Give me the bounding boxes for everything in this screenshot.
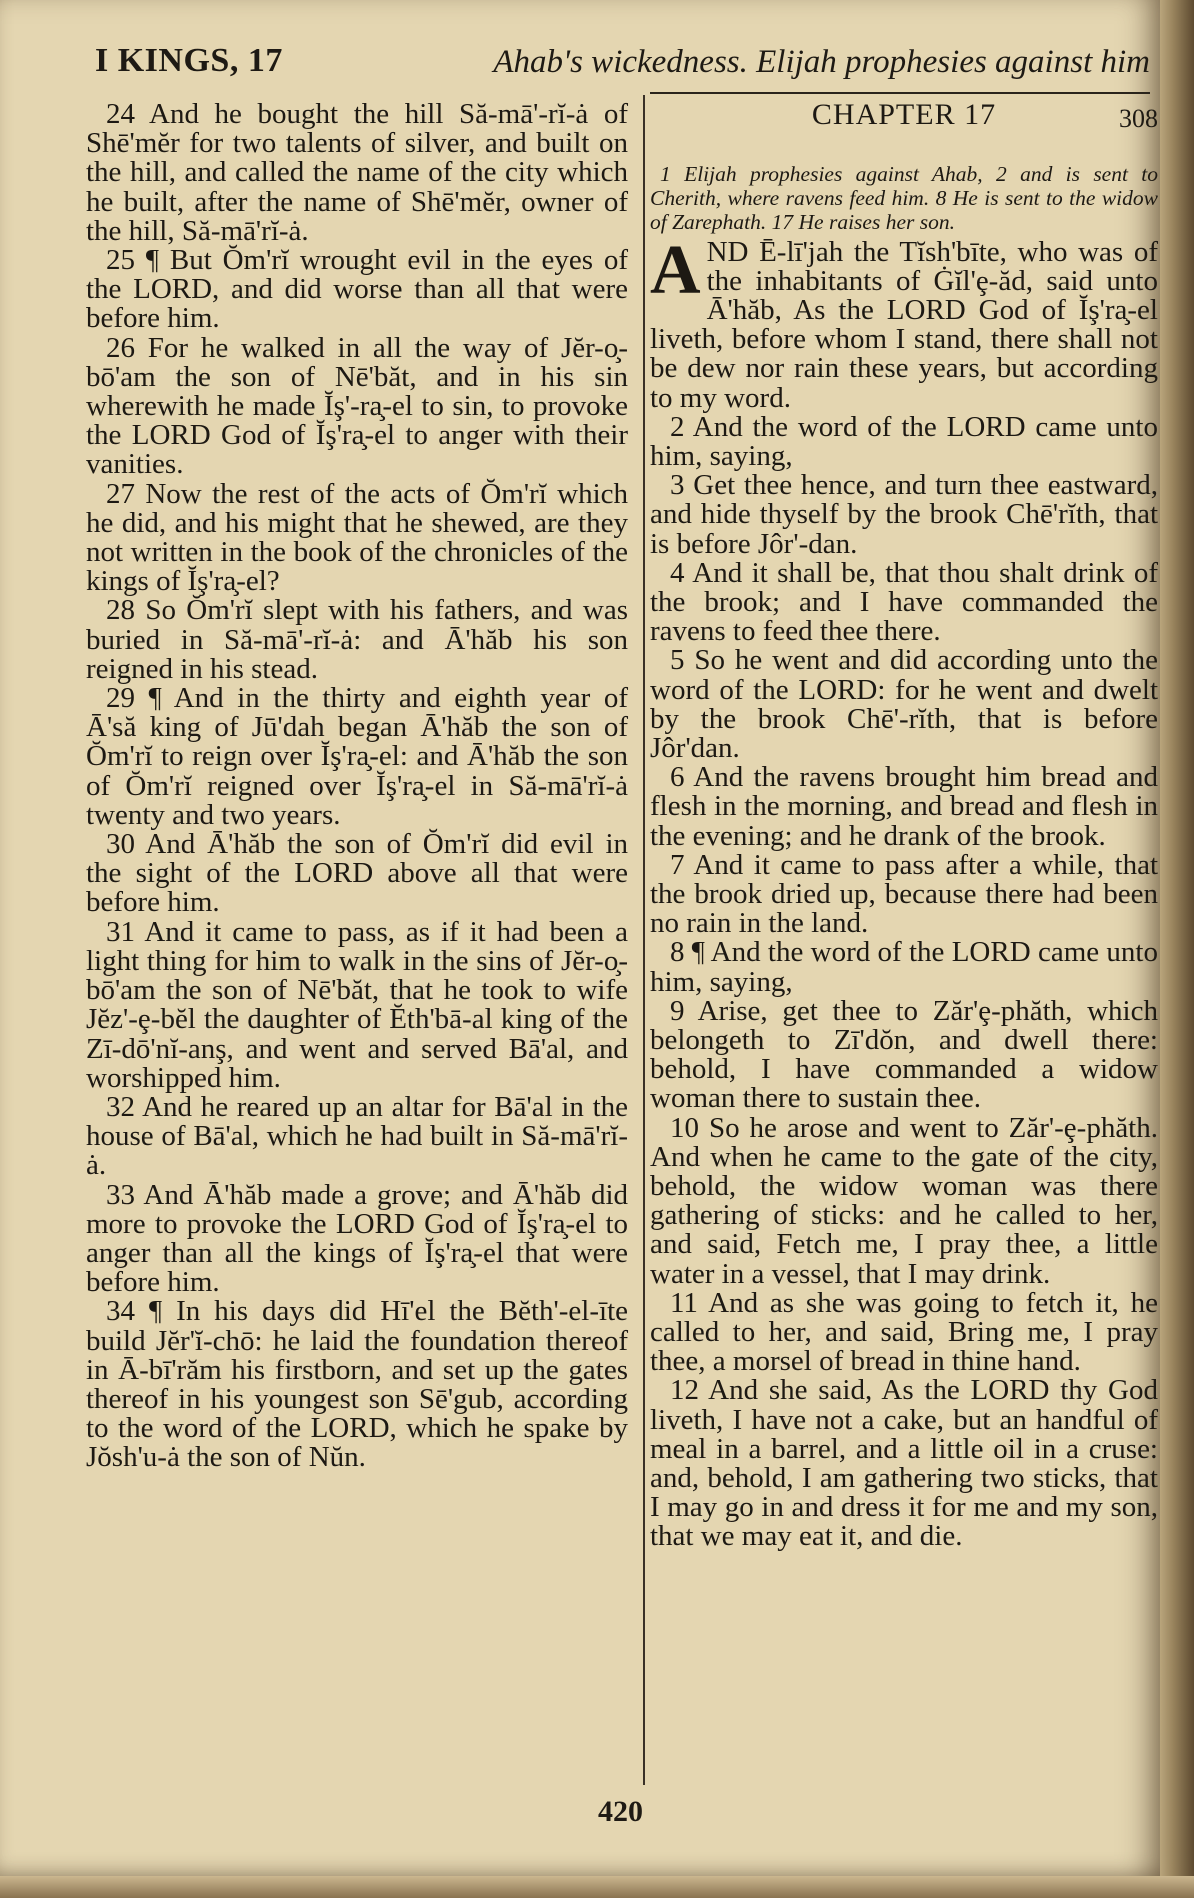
page-edge — [1160, 0, 1194, 1898]
running-title: Ahab's wickedness. Elijah prophesies against him — [493, 44, 1150, 80]
verse: 5 So he went and did according unto the word of the LORD: for he went and dwelt by the brook Chē'-rĭth, that is before Jôr'dan. — [650, 644, 1158, 764]
verse: 7 And it came to pass after a while, that the brook dried up, because there had been no rain in the land. — [650, 848, 1158, 940]
book-chapter-heading: I KINGS, 17 — [95, 42, 283, 79]
verse: 27 Now the rest of the acts of Ŏm'rĭ which he did, and his might that he shewed, are they not written in the book of the chronicles of the kings of Ĭş'ra̧-el? — [86, 477, 628, 598]
verse: 25 ¶ But Ŏm'rĭ wrought evil in the eyes of the LORD, and did worse than all that were before him. — [86, 244, 628, 335]
page-number: 420 — [598, 1795, 643, 1828]
running-head — [95, 42, 1150, 92]
verse: 8 ¶ And the word of the LORD came unto him, saying, — [650, 936, 1158, 998]
chapter-rule — [650, 92, 1150, 94]
right-column — [650, 100, 1158, 1552]
left-column — [86, 100, 628, 1473]
first-verse — [650, 231, 1158, 414]
verse: 30 And Ā'hăb the son of Ŏm'rĭ did evil in the sight of the LORD above all that were before him. — [86, 828, 628, 919]
verse: 12 And she said, As the LORD thy God liveth, I have not a cake, but an handful of meal in a barrel, and a little oil in a cruse: and, behold, I am gathering two sticks, that I may go in and dress it for me and my son, that we may eat it, and die. — [650, 1374, 1158, 1553]
verse: 6 And the ravens brought him bread and flesh in the morning, and bread and flesh in the evening; and he drank of the brook. — [650, 761, 1158, 852]
verse: 26 For he walked in all the way of Jĕr-o̧-bō'am the son of Nē'băt, and in his sin wherewith he made Ĭş'-ra̧-el to sin, to provoke the LORD God of Ĭş'ra̧-el to anger with their vanities. — [86, 331, 628, 481]
verse: 4 And it shall be, that thou shalt drink of the brook; and I have commanded the ravens to feed thee there. — [650, 556, 1158, 648]
verse: 2 And the word of the LORD came unto him, saying, — [650, 410, 1158, 472]
verse: 33 And Ā'hăb made a grove; and Ā'hăb did more to provoke the LORD God of Ĭş'ra̧-el to anger than all the kings of Ĭş'ra̧-el that were before him. — [86, 1178, 628, 1299]
chapter-heading: CHAPTER 17 — [811, 98, 997, 131]
verse: 31 And it came to pass, as if it had been a light thing for him to walk in the sins of Jĕr-o̧-bō'am the son of Nē'băt, that he took to wife Jĕz'-ȩ-bĕl the daughter of Ĕth'bā-al king of the Zī-dō'nĭ-anş, and went and served Bā'al, and worshipped him. — [86, 915, 628, 1094]
column-divider — [643, 95, 645, 1785]
verse: 10 So he arose and went to Zăr'-ȩ-phăth. And when he came to the gate of the city, behold, the widow woman was there gathering of sticks: and he called to her, and said, Fetch me, I pray thee, a little water in a vessel, that I may drink. — [650, 1111, 1158, 1290]
first-verse-text: ND Ē-lī'jah the Tĭsh'bīte, who was of the inhabitants of Ġĭl'ȩ-ăd, said unto Ā'hăb, As the LORD God of Ĭş'ra̧-el liveth, before whom I stand, there shall not be dew nor rain these years, but according to my word. — [650, 235, 1158, 414]
verse: 34 ¶ In his days did Hī'el the Bĕth'-el-īte build Jĕr'ĭ-chō: he laid the foundation thereof in Ā-bī'răm his firstborn, and set up the gates thereof in his youngest son Sē'gub, according to the word of the LORD, which he spake by Jŏsh'u-ȧ the son of Nŭn. — [86, 1295, 628, 1474]
verse: 28 So Ŏm'rĭ slept with his fathers, and was buried in Să-mā'-rĭ-ȧ: and Ā'hăb his son reigned in his stead. — [86, 594, 628, 685]
verse: 32 And he reared up an altar for Bā'al in the house of Bā'al, which he had built in Să-mā'rĭ-ȧ. — [86, 1090, 628, 1182]
verse: 9 Arise, get thee to Zăr'ȩ-phăth, which belongeth to Zī'dŏn, and dwell there: behold, I have commanded a widow woman there to sustain thee. — [650, 994, 1158, 1115]
verse: 24 And he bought the hill Să-mā'-rĭ-ȧ of Shē'mĕr for two talents of silver, and built on the hill, and called the name of the city which he built, after the name of Shē'mĕr, owner of the hill, Să-mā'rĭ-ȧ. — [86, 98, 628, 247]
bottom-page-edge — [0, 1876, 1194, 1898]
drop-cap: A — [650, 231, 701, 309]
chapter-title — [650, 100, 1158, 140]
chapter-summary: 1 Elijah prophesies against Ahab, 2 and is sent to Cherith, where ravens feed him. 8 He is sent to the widow of Zarephath. 17 He raises her son. — [650, 161, 1158, 234]
verse: 3 Get thee hence, and turn thee eastward, and hide thyself by the brook Chē'rĭth, that is before Jôr'-dan. — [650, 469, 1158, 560]
chapter-page-marker: 308 — [1119, 104, 1158, 133]
verse: 11 And as she was going to fetch it, he called to her, and said, Bring me, I pray thee, a morsel of bread in thine hand. — [650, 1286, 1158, 1378]
verse: 29 ¶ And in the thirty and eighth year of Ā'să king of Jū'dah began Ā'hăb the son of Ŏm'rĭ to reign over Ĭş'ra̧-el: and Ā'hăb the son of Ŏm'rĭ reigned over Ĭş'ra̧-el in Să-mā'rĭ-ȧ twenty and two years. — [86, 682, 628, 831]
